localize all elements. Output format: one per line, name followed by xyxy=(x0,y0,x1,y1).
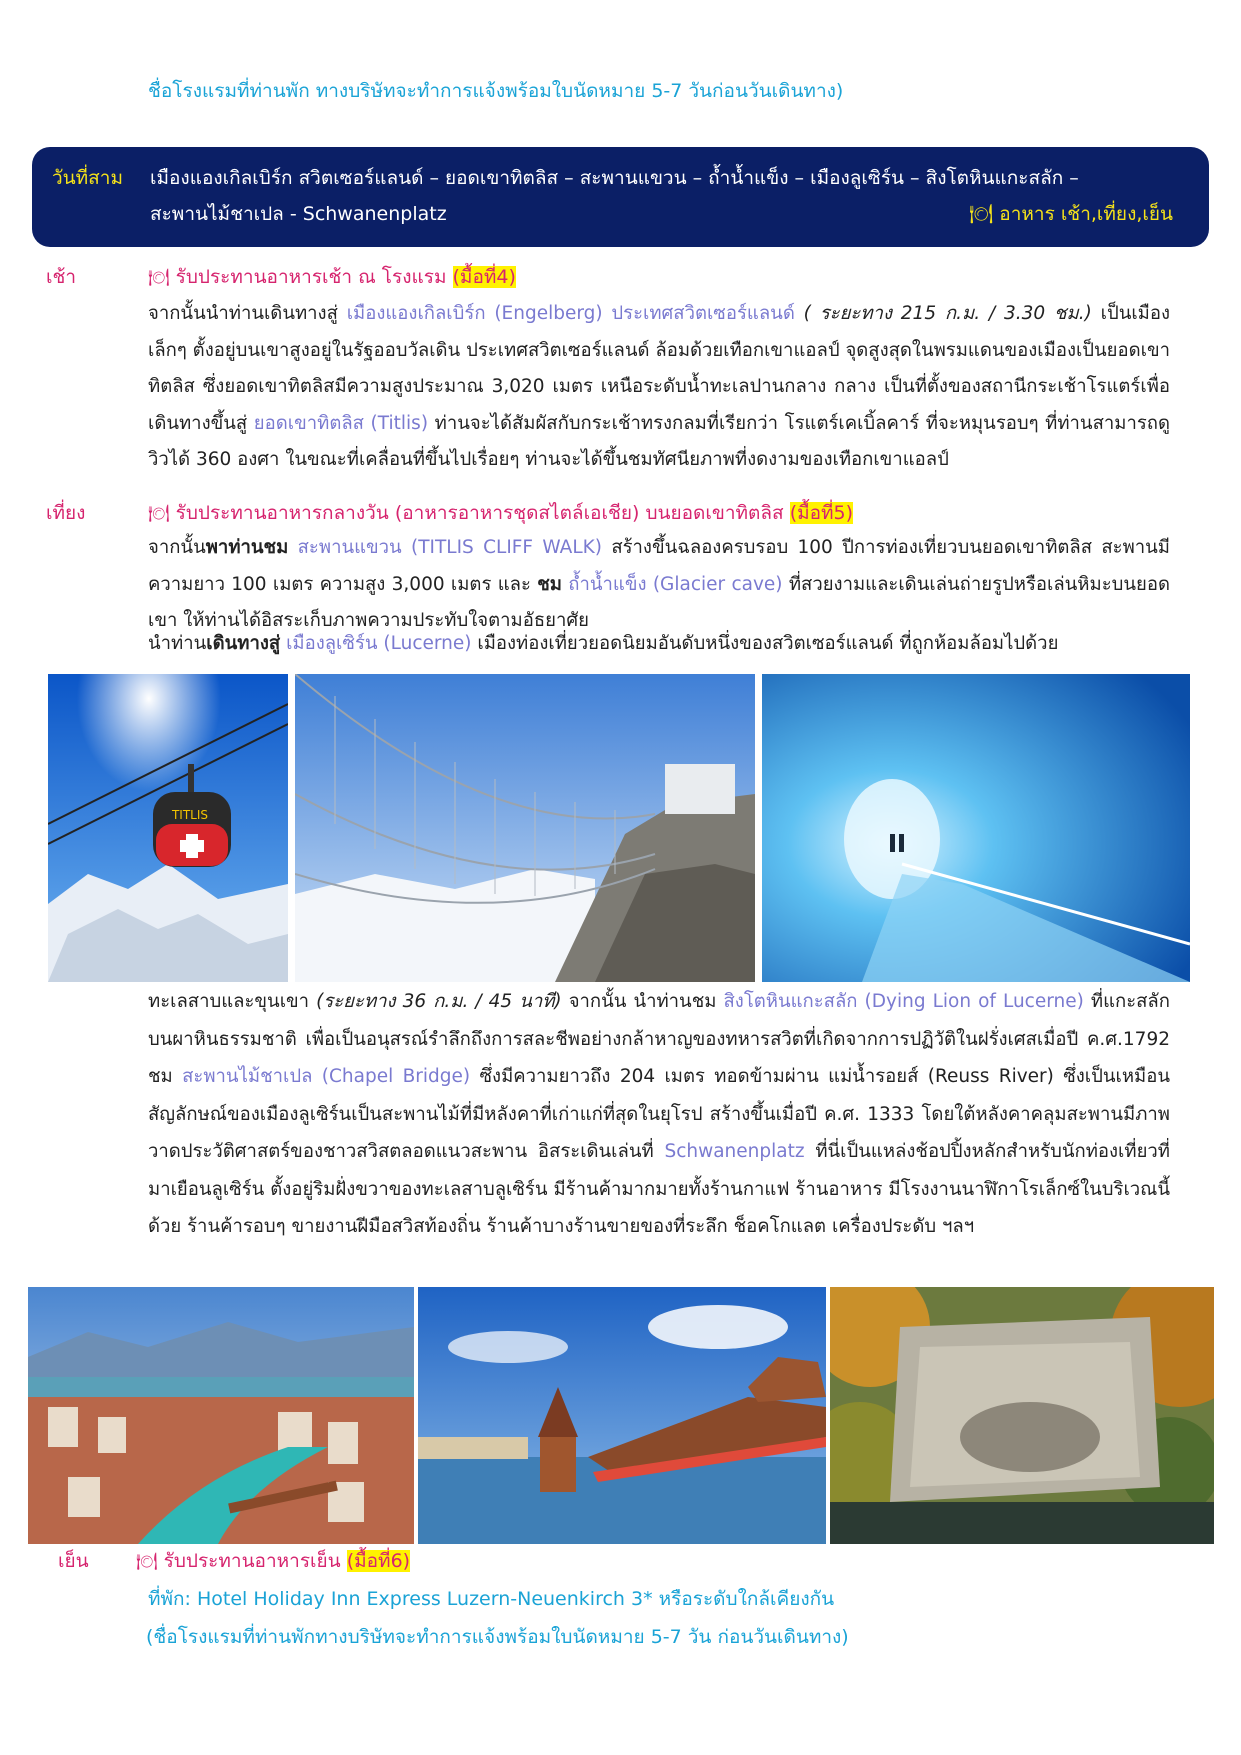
noon-s1: จากนั้น xyxy=(148,537,206,558)
noon-s1g: ที่สวยงามและเดินเล่นถ่ายรูปหรือเล่นหิมะบนยอดเขา ให้ท่านได้อิสระเก็บภาพความประทับใจตามอัธยาศัย xyxy=(148,573,1170,631)
day-label: วันที่สาม xyxy=(52,167,123,189)
noon-s1b: พาท่านชม xyxy=(205,537,289,558)
fork-plate-icon: 🍽 xyxy=(148,504,170,524)
day-header-band xyxy=(32,147,1209,247)
lucerne-t1: ทะเลสาบและขุนเขา xyxy=(148,991,310,1012)
noon-s1e: ชม xyxy=(537,573,562,595)
lucerne-t2: จากนั้น นำท่านชม xyxy=(568,991,717,1012)
lucerne-t3: ที่แกะสลักบนผาหินธรรมชาติ เพื่อเป็นอนุสรณ์รำลึกถึงการสละชีพอย่างกล้าหาญของทหารสวิตที่เกิดจากการปฏิวัติในฝรั่งเศสเมื่อปี ค.ศ.1792 ชม xyxy=(148,991,1170,1087)
morning-meal-number: (มื้อที่4) xyxy=(452,266,516,288)
noon-s2d: เมืองท่องเที่ยวยอดนิยมอันดับหนึ่งของสวิตเซอร์แลนด์ ที่ถูกห้อมล้อมไปด้วย xyxy=(477,633,1059,654)
distance-lucerne: (ระยะทาง 36 ก.ม. / 45 นาที) xyxy=(316,991,562,1012)
place-glacier-cave: ถ้ำน้ำแข็ง (Glacier cave) xyxy=(568,573,783,595)
lucerne-t5: ที่นี่เป็นแหล่งช้อปปิ้งหลักสำหรับนักท่องเที่ยวที่มาเยือนลูเซิร์น ตั้งอยู่ริมฝั่งขวาของทะเลสาบลูเซิร์น มีร้านค้ามากมายทั้งร้านกาแฟ ร้านอาหาร มีโรงงานนาฬิกาโรเล็กซ์ในบริเวณนี้ด้วย ร้านค้ารอบๆ ขายงานฝีมือสวิสท้องถิ่น ร้านค้าบางร้านขายของที่ระลึก ช็อคโกแลต เครื่องประดับ ฯลฯ xyxy=(148,1141,1170,1237)
noon-label: เที่ยง xyxy=(46,502,86,524)
morning-meal xyxy=(148,262,516,292)
hotel-line: ที่พัก: Hotel Holiday Inn Express Luzern-Neuenkirch 3* หรือระดับใกล้เคียงกัน xyxy=(148,1588,835,1610)
distance-engelberg: ( ระยะทาง 215 ก.ม. / 3.30 ชม.) xyxy=(803,303,1092,324)
place-schwanenplatz: Schwanenplatz xyxy=(664,1141,805,1162)
photo-glacier-cave xyxy=(762,674,1190,982)
lucerne-paragraph xyxy=(148,983,1170,1246)
day-route-line2: สะพานไม้ชาเปล - Schwanenplatz xyxy=(150,203,447,225)
place-lucerne: เมืองลูเซิร์น (Lucerne) xyxy=(286,633,472,654)
photo-lion-monument xyxy=(830,1287,1214,1544)
morning-label: เช้า xyxy=(46,266,77,288)
hotel-note-top: ชื่อโรงแรมที่ท่านพัก ทางบริษัทจะทำการแจ้งพร้อมใบนัดหมาย 5-7 วันก่อนวันเดินทาง) xyxy=(148,80,844,102)
photo-cable-car xyxy=(48,674,288,982)
noon-s2a: นำท่าน xyxy=(148,633,207,654)
place-chapel-bridge: สะพานไม้ชาเปล (Chapel Bridge) xyxy=(182,1066,471,1087)
place-titlis: ยอดเขาทิตลิส (Titlis) xyxy=(253,412,429,434)
noon-meal-text: รับประทานอาหารกลางวัน (อาหารอาหารชุดสไตล์เอเชีย) บนยอดเขาทิตลิส xyxy=(175,502,784,524)
fork-plate-icon: 🍽 xyxy=(136,1552,158,1572)
fork-plate-icon: 🍽 xyxy=(148,268,170,288)
evening-meal-number: (มื้อที่6) xyxy=(346,1550,411,1572)
noon-meal-number: (มื้อที่5) xyxy=(789,502,854,524)
day-meals-text: อาหาร เช้า,เที่ยง,เย็น xyxy=(999,203,1173,225)
cable-car-label: TITLIS xyxy=(171,808,209,822)
place-dying-lion: สิงโตหินแกะสลัก (Dying Lion of Lucerne) xyxy=(723,991,1084,1012)
day-meals xyxy=(969,199,1173,229)
noon-paragraph xyxy=(148,530,1170,640)
morning-paragraph xyxy=(148,296,1170,479)
place-engelberg: เมืองแองเกิลเบิร์ก (Engelberg) ประเทศสวิตเซอร์แลนด์ xyxy=(346,303,795,324)
photo-chapel-bridge xyxy=(418,1287,826,1544)
fork-plate-icon: 🍽 xyxy=(969,203,994,225)
noon-paragraph-2 xyxy=(148,626,1170,663)
evening-meal xyxy=(136,1546,410,1576)
noon-meal xyxy=(148,498,853,528)
photo-cliff-walk xyxy=(295,674,755,982)
hotel-note-bottom: (ชื่อโรงแรมที่ท่านพักทางบริษัทจะทำการแจ้งพร้อมใบนัดหมาย 5-7 วัน ก่อนวันเดินทาง) xyxy=(146,1626,849,1648)
photo-lucerne-city xyxy=(28,1287,414,1544)
morning-meal-text: รับประทานอาหารเช้า ณ โรงแรม xyxy=(175,266,447,288)
morning-body2: ท่านจะได้สัมผัสกับกระเช้าทรงกลมที่เรียกว่า โรแตร์เคเบิ้ลคาร์ ที่จะหมุนรอบๆ ที่ท่านสามารถดูวิวได้ 360 องศา ในขณะที่เคลื่อนที่ขึ้นไปเรื่อยๆ ท่านจะได้ขึ้นชมทัศนียภาพที่งดงามของเทือกเขาแอลป์ xyxy=(148,412,1170,470)
morning-intro: จากนั้นนำท่านเดินทางสู่ xyxy=(148,303,338,324)
noon-s2b: เดินทางสู่ xyxy=(206,633,281,654)
morning-body1: เป็นเมืองเล็กๆ ตั้งอยู่บนเขาสูงอยู่ในรัฐออบวัลเดิน ประเทศสวิตเซอร์แลนด์ ล้อมด้วยเทือกเขาแอลป์ จุดสูงสุดในพรมแดนของเมืองเป็นยอดเขาทิตลิส ซึ่งยอดเขาทิตลิสมีความสูงประมาณ 3,020 เมตร เหนือระดับน้ำทะเลปานกลาง กลาง เป็นที่ตั้งของสถานีกระเช้าโรแตร์เพื่อเดินทางขึ้นสู่ xyxy=(148,303,1171,434)
evening-label: เย็น xyxy=(58,1550,89,1572)
day-route-line1: เมืองแองเกิลเบิร์ก สวิตเซอร์แลนด์ – ยอดเขาทิตลิส – สะพานแขวน – ถ้ำน้ำแข็ง – เมืองลูเซิร์น – สิงโตหินแกะสลัก – xyxy=(150,167,1079,189)
place-cliff-walk: สะพานแขวน (TITLIS CLIFF WALK) xyxy=(297,537,602,558)
lucerne-t4: ซึ่งมีความยาวถึง 204 เมตร ทอดข้ามผ่าน แม่น้ำรอยส์ (Reuss River) ซึ่งเป็นเหมือนสัญลักษณ์ของเมืองลูเซิร์นเป็นสะพานไม้ที่มีหลังคาที่เก่าแก่ที่สุดในยุโรป สร้างขึ้นเมื่อปี ค.ศ. 1333 โดยใต้หลังคาคลุมสะพานมีภาพวาดประวัติศาสตร์ของชาวสวิสตลอดแนวสะพาน อิสระเดินเล่นที่ xyxy=(148,1066,1170,1162)
evening-meal-text: รับประทานอาหารเย็น xyxy=(163,1550,341,1572)
noon-s1d: สร้างขึ้นฉลองครบรอบ 100 ปีการท่องเที่ยวบนยอดเขาทิตลิส สะพานมีความยาว 100 เมตร ความสูง 3,000 เมตร และ xyxy=(148,537,1170,595)
